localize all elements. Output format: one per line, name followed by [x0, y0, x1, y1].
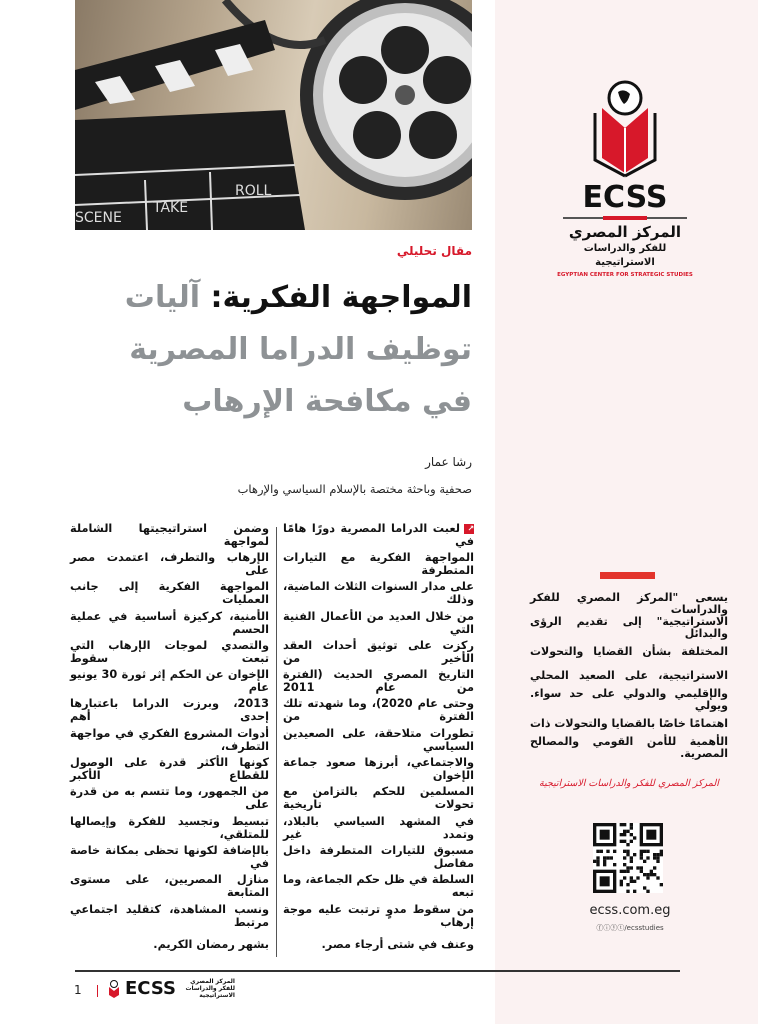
text-line-content: والإقليمي والدولي على حد سواء. ويولي: [530, 687, 728, 712]
text-line: [70, 842, 269, 871]
text-line: [283, 813, 474, 842]
clapperboard-icon: [75, 20, 305, 230]
text-line: [283, 637, 474, 666]
text-line: [283, 901, 474, 930]
text-line-content: الإرهاب والتطرف، اعتمدت مصر على: [70, 550, 269, 577]
sidebar-accent-bar: [600, 572, 655, 579]
text-line-content: من الجمهور، وما تتسم به من قدرة على: [70, 785, 269, 812]
text-line: [70, 930, 269, 959]
footer-logo-acronym: ECSS: [125, 978, 176, 999]
title-dark-part: المواجهة الفكرية:: [210, 280, 472, 315]
text-line-content: الاستراتيجية" إلى تقديم الرؤى والبدائل: [530, 615, 728, 640]
text-line: [283, 520, 474, 549]
text-line-content: وعنف في شتى أرجاء مصر.: [321, 938, 474, 952]
text-line-content: الأمنية، كركيزة أساسية في عملية الحسم: [70, 609, 269, 636]
text-line: [70, 520, 269, 549]
text-line-content: يسعى "المركز المصري للفكر والدراسات: [530, 591, 728, 616]
text-line-content: ↗لعبت الدراما المصرية دورًا هامًا في: [283, 521, 474, 548]
text-line-content: على مدار السنوات الثلاث الماضية، وذلك: [283, 580, 474, 607]
text-line: [70, 549, 269, 578]
clapper-roll-label: ROLL: [235, 183, 272, 199]
text-line: [70, 579, 269, 608]
text-line-content: كونها الأكثر قدرة على الوصول للقطاع الأكبر: [70, 756, 269, 783]
text-line: [283, 784, 474, 813]
text-line-content: من خلال العديد من الأعمال الفنية التي: [283, 609, 474, 636]
footer-logo-icon: [107, 980, 121, 998]
text-line: [283, 754, 474, 783]
text-line: [283, 608, 474, 637]
text-line-content: التاريخ المصري الحديث (الفترة من عام 2011: [283, 668, 474, 695]
text-line-content: ركزت على توثيق أحداث العقد الأخير من: [283, 638, 474, 665]
clapper-take-label: TAKE: [153, 200, 189, 216]
website-link[interactable]: ecss.com.eg: [589, 903, 671, 918]
logo-english-name: EGYPTIAN CENTER FOR STRATEGIC STUDIES: [557, 272, 693, 278]
title-line-3: في مكافحة الإرهاب: [182, 384, 472, 419]
author-name: رشا عمار: [425, 455, 472, 469]
text-line: [283, 872, 474, 901]
text-line: [70, 666, 269, 695]
text-line: [530, 664, 728, 688]
footer-rule: [75, 970, 680, 972]
text-line-content: الإخوان عن الحكم إثر ثورة 30 يونيو عام: [70, 668, 269, 695]
text-line-content: تطورات متلاحقة، على الصعيدين السياسي: [283, 726, 474, 753]
text-line-content: المختلفة بشأن القضايا والتحولات: [530, 645, 728, 658]
clapper-scene-label: SCENE: [75, 210, 122, 226]
text-line-content: 2013، وبرزت الدراما باعتبارها إحدى أهم: [70, 697, 269, 724]
text-line: [283, 842, 474, 871]
article-title: [52, 272, 472, 428]
about-text: [530, 592, 728, 760]
logo-arabic-name: المركز المصري: [568, 223, 682, 241]
header-photo: [75, 0, 472, 230]
text-line-content: مسبوق للتيارات المتطرفة داخل مفاصل: [283, 843, 474, 870]
text-line-content: المواجهة الفكرية مع التيارات المتطرفة: [283, 550, 474, 577]
text-line: [530, 712, 728, 736]
text-line: [283, 666, 474, 695]
author-role: صحفية وباحثة مختصة بالإسلام السياسي والإرهاب: [237, 482, 472, 496]
text-line: [70, 901, 269, 930]
text-line-content: المواجهة الفكرية إلى جانب العمليات: [70, 580, 269, 607]
text-line-content: الاستراتيجية، على الصعيد المحلي: [530, 669, 728, 682]
text-line: [70, 696, 269, 725]
text-line-content: بشهر رمضان الكريم.: [153, 938, 269, 952]
article-column-left: [70, 520, 269, 959]
footer-logo-arabic: المركز المصري للفكر والدراسات الاستراتيجية: [185, 978, 235, 999]
text-line: [70, 608, 269, 637]
text-line: [70, 813, 269, 842]
text-line-content: وحتى عام 2020)، وما شهدته تلك الفترة من: [283, 697, 474, 724]
title-line-2: توظيف الدراما المصرية: [129, 332, 472, 367]
page-number: 1: [74, 983, 82, 997]
text-line: [530, 640, 728, 664]
text-line: [530, 592, 728, 616]
text-line-content: المسلمين للحكم بالتزامن مع تحولات تاريخية: [283, 785, 474, 812]
text-line: [283, 696, 474, 725]
text-line: [70, 784, 269, 813]
film-reel-icon: [300, 0, 472, 200]
text-line-content: الأهمية للأمن القومي والمصالح المصرية.: [530, 735, 728, 760]
footer-separator: [97, 985, 98, 997]
text-line-content: ونسب المشاهدة، كتقليد اجتماعي مرتبط: [70, 902, 269, 929]
text-line-content: من سقوط مدوٍ ترتبت عليه موجة إرهاب: [283, 902, 474, 929]
ecss-logo: [555, 78, 695, 280]
text-line-content: اهتمامًا خاصًا بالقضايا والتحولات ذات: [530, 717, 728, 730]
logo-acronym: ECSS: [582, 180, 668, 215]
text-line: [530, 616, 728, 640]
article-column-right: [283, 520, 474, 959]
text-line: [70, 637, 269, 666]
text-line: [283, 930, 474, 959]
text-line-content: في المشهد السياسي بالبلاد، وتمدد غير: [283, 814, 474, 841]
text-line: [70, 754, 269, 783]
text-line-content: بالإضافة لكونها تحظى بمكانة خاصة في: [70, 843, 269, 870]
logo-arabic-subtitle: للفكر والدراسات الاستراتيجية: [583, 243, 667, 268]
text-line: [530, 688, 728, 712]
social-handle[interactable]: ⓕⓘⓨⓣ/ecsstudies: [596, 924, 664, 932]
text-line-content: أدوات المشروع الفكري في مواجهة التطرف،: [70, 726, 269, 753]
text-line: [530, 736, 728, 760]
book-globe-logo-icon: [590, 78, 660, 178]
text-line: [70, 725, 269, 754]
text-line: [70, 872, 269, 901]
article-kicker: مقال تحليلي: [396, 244, 472, 258]
logo-divider: [563, 217, 687, 219]
qr-code-icon[interactable]: [593, 823, 663, 893]
text-line-content: تبسيط وتجسيد للفكرة وإيصالها للمتلقي،: [70, 814, 269, 841]
text-line: [283, 579, 474, 608]
text-line: [283, 549, 474, 578]
arrow-marker-icon: ↗: [464, 524, 474, 534]
text-line-content: والتصدي لموجات الإرهاب التي تبعت سقوط: [70, 638, 269, 665]
text-line-content: منازل المصريين، على مستوى المتابعة: [70, 873, 269, 900]
title-light-part: آليات: [124, 280, 201, 315]
text-line-content: والاجتماعي، أبرزها صعود جماعة الإخوان: [283, 756, 474, 783]
footer-logo: [107, 978, 235, 999]
text-line: [283, 725, 474, 754]
signature: المركز المصري للفكر والدراسات الاستراتيجية: [539, 778, 719, 789]
text-line-content: السلطة في ظل حكم الجماعة، وما تبعه: [283, 873, 474, 900]
column-divider: [276, 527, 277, 957]
text-line-content: وضمن استراتيجيتها الشاملة لمواجهة: [70, 521, 269, 548]
